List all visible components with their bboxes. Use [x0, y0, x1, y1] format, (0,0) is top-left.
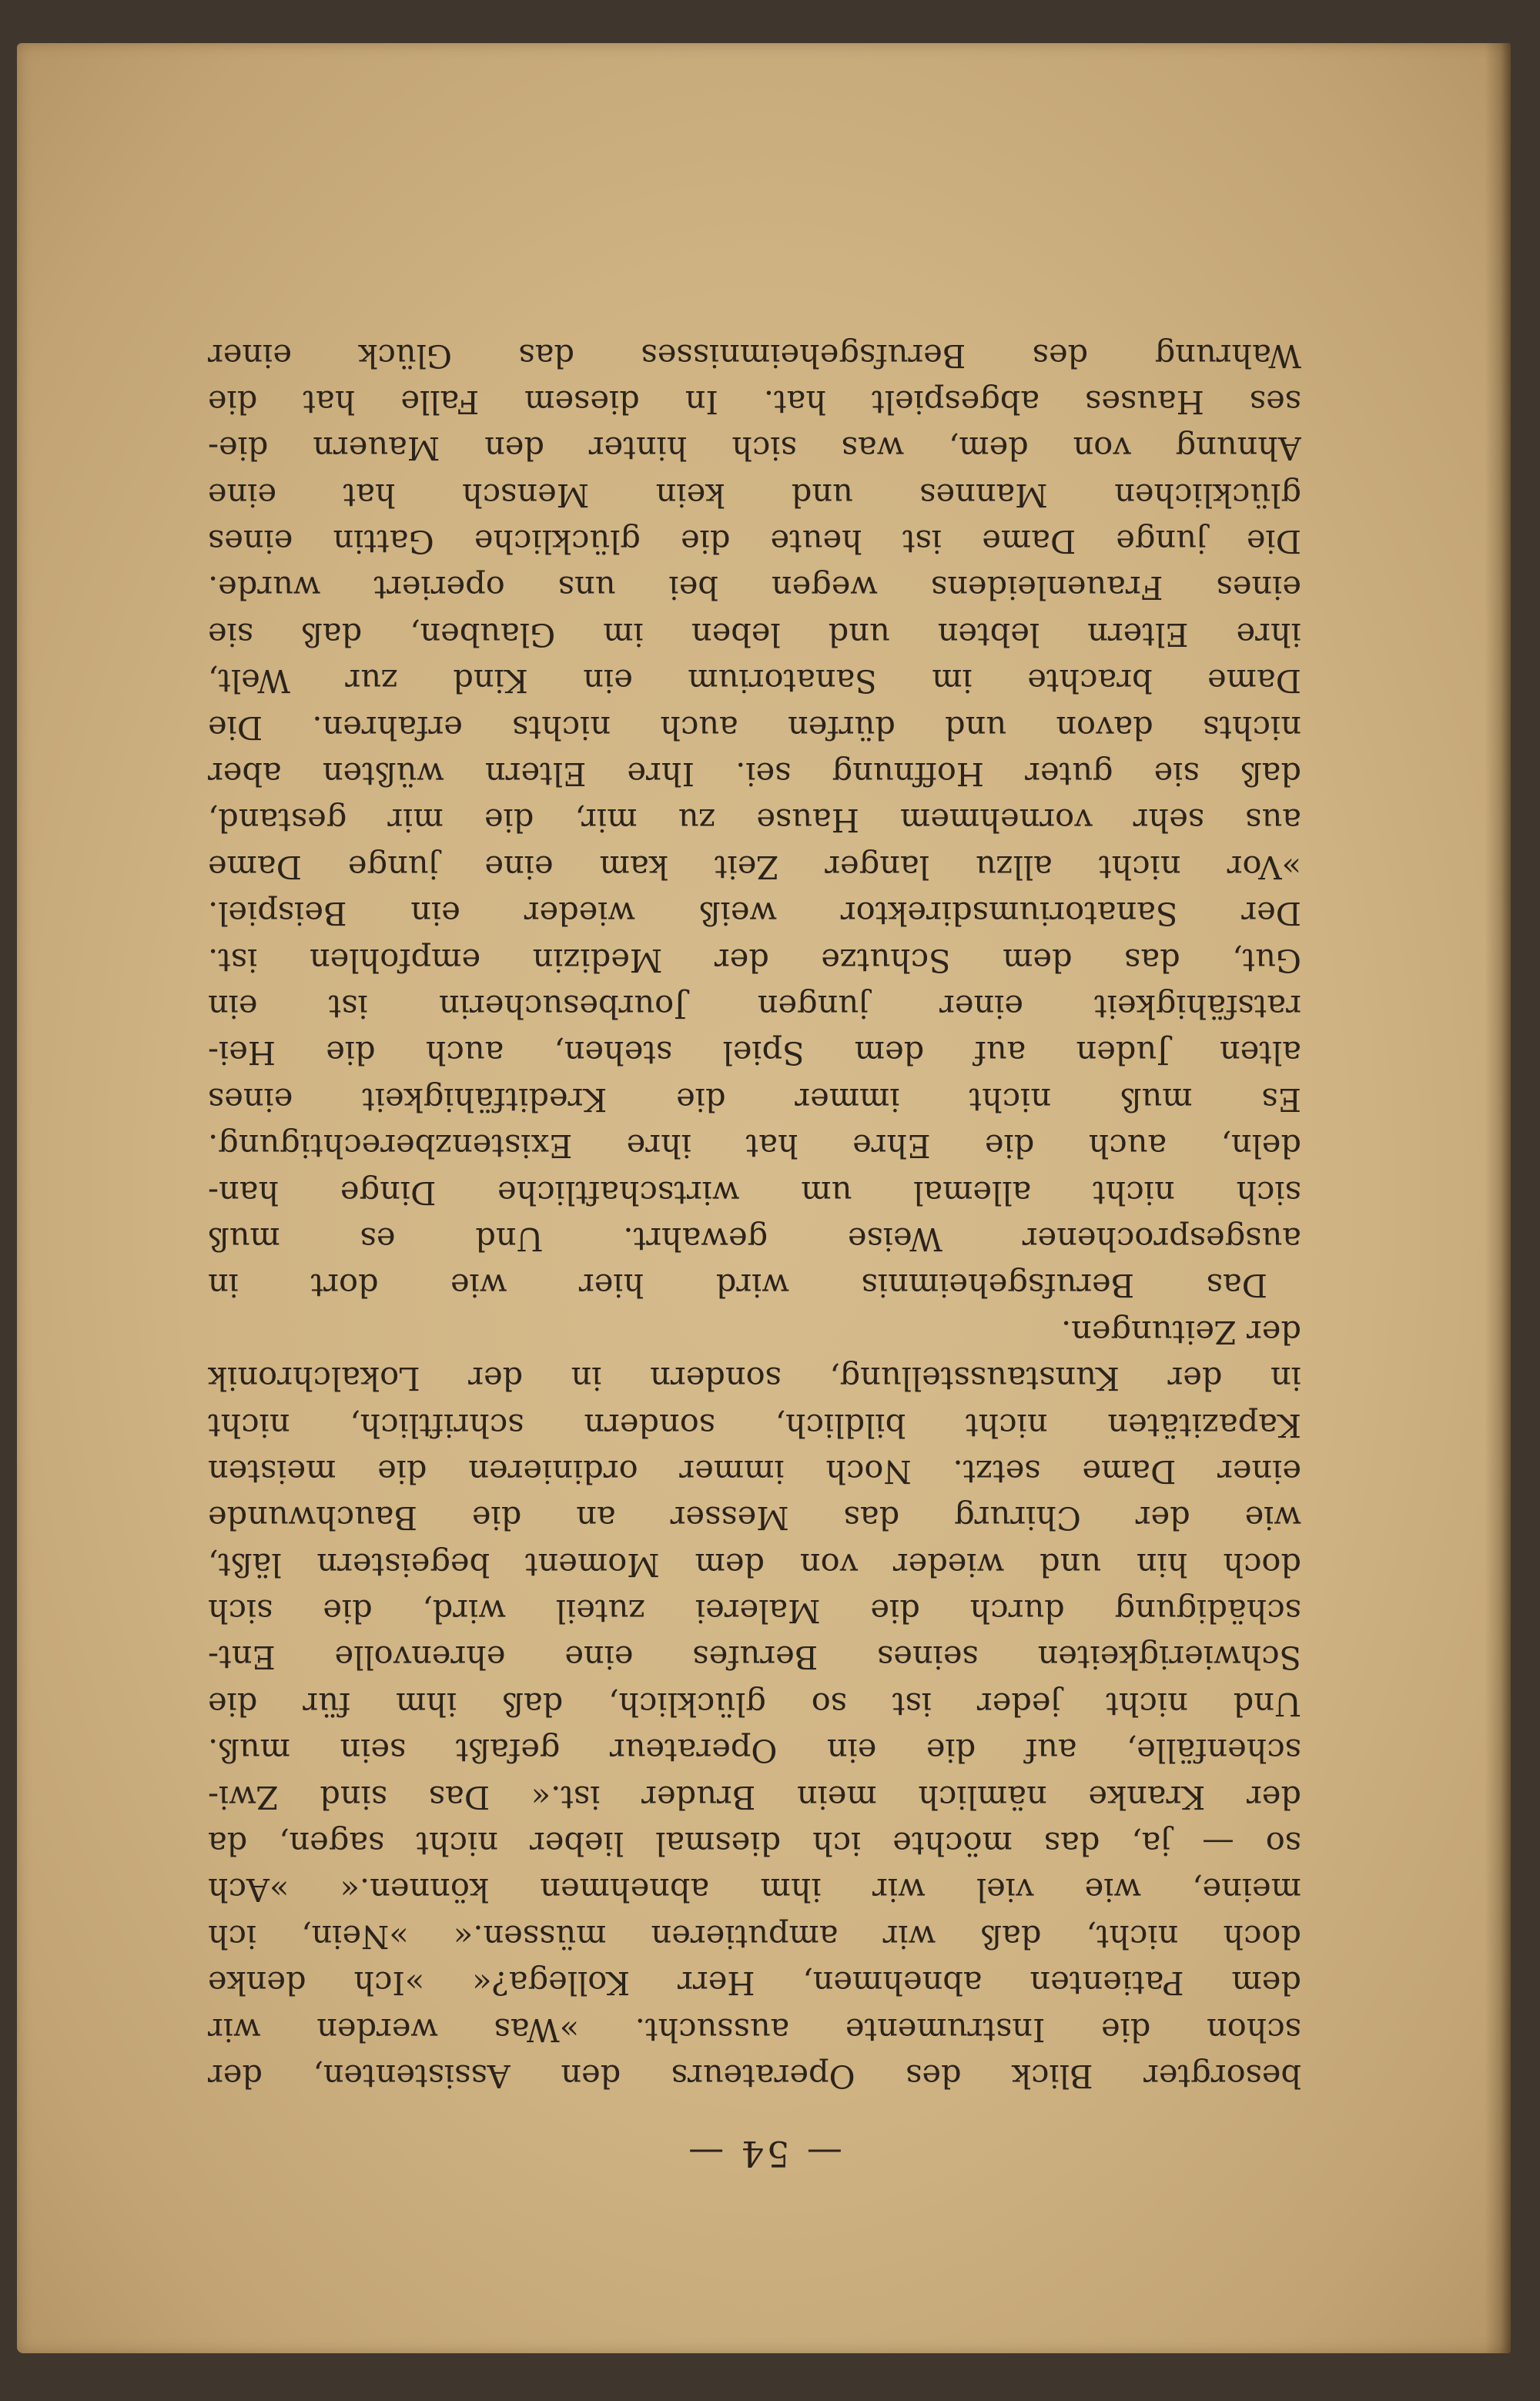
- text-line: der Zeitungen.: [1061, 1313, 1301, 1351]
- page-number: — 54 —: [685, 2133, 842, 2175]
- text-line: meine, wie viel wir ihm abnehmen können.« »Ach: [208, 1871, 1301, 1910]
- upside-down-content: [17, 43, 1511, 2353]
- text-line: »Vor nicht allzu langer Zeit kam eine junge Dame: [208, 848, 1301, 886]
- text-line: eines Frauenleidens wegen bei uns operiert wurde.: [208, 569, 1301, 608]
- text-line: aus sehr vornehmem Hause zu mir, die mir gestand,: [208, 802, 1301, 840]
- text-line: Der Sanatoriumsdirektor weiß wieder ein Beispiel.: [208, 895, 1301, 933]
- text-line: doch hin und wieder von dem Moment begeistern läßt,: [208, 1545, 1301, 1584]
- text-line: Schwierigkeiten seines Berufes eine ehrenvolle Ent-: [208, 1639, 1301, 1677]
- text-line: besorgter Blick des Operateurs den Assistenten, der: [208, 2058, 1301, 2095]
- text-line: Ahnung von dem, was sich hinter den Mauern die-: [208, 430, 1301, 468]
- text-line: Gut, das dem Schutze der Medizin empfohlen ist.: [208, 941, 1301, 979]
- text-line: so — ja, das möchte ich diesmal lieber nicht sagen, da: [208, 1825, 1301, 1864]
- text-line: ausgesprochener Weise gewahrt. Und es muß: [208, 1220, 1301, 1258]
- text-line: in der Kunstausstellung, sondern in der Lokalchronik: [208, 1360, 1301, 1398]
- text-line: ratsfähigkeit einer jungen Jourbesucherin ist ein: [208, 988, 1301, 1026]
- text-line: doch nicht, daß wir amputieren müssen.« »Nein, ich: [208, 1917, 1301, 1956]
- text-line: schon die Instrumente aussucht. »Was werden wir: [208, 2011, 1301, 2049]
- text-line: Die junge Dame ist heute die glückliche Gattin eines: [208, 523, 1301, 561]
- text-line: glücklichen Mannes und kein Mensch hat eine: [208, 476, 1301, 514]
- text-line: ses Hauses abgespielt hat. In diesem Falle hat die: [208, 383, 1301, 421]
- text-line: der Kranke nämlich mein Bruder ist.« Das sind Zwi-: [208, 1778, 1301, 1817]
- text-line: daß sie guter Hoffnung sei. Ihre Eltern wüßten aber: [208, 755, 1301, 794]
- text-line: Kapazitäten nicht bildlich, sondern schriftlich, nicht: [208, 1406, 1301, 1445]
- text-line: schenfälle, auf die ein Operateur gefaßt sein muß.: [208, 1732, 1301, 1770]
- book-page: [17, 43, 1511, 2353]
- text-line: wie der Chirurg das Messer an die Bauchwunde: [208, 1499, 1301, 1538]
- text-line: Das Berufsgeheimnis wird hier wie dort in: [208, 1267, 1267, 1305]
- text-line: alten Juden auf dem Spiel stehen, auch die Hei-: [208, 1034, 1301, 1073]
- text-line: dem Patienten abnehmen, Herr Kollega?« »Ich denke: [208, 1964, 1301, 2003]
- text-line: Und nicht jeder ist so glücklich, daß ihm für die: [208, 1685, 1301, 1723]
- text-line: einer Dame setzt. Noch immer ordinieren die meisten: [208, 1452, 1301, 1491]
- text-line: Es muß nicht immer die Kreditfähigkeit eines: [208, 1080, 1301, 1119]
- body-text: [208, 332, 1301, 2099]
- text-line: ihre Eltern lebten und leben im Glauben, daß sie: [208, 615, 1301, 654]
- text-line: schädigung durch die Malerei zuteil wird, die sich: [208, 1592, 1301, 1631]
- text-line: nichts davon und dürfen auch nichts erfahren. Die: [208, 708, 1301, 747]
- text-line: deln, auch die Ehre hat ihre Existenzberechtigung.: [208, 1127, 1301, 1166]
- text-line: sich nicht allemal um wirtschaftliche Dinge han-: [208, 1174, 1301, 1212]
- text-line: Wahrung des Berufsgeheimnisses das Glück einer: [208, 337, 1301, 375]
- text-line: Dame brachte im Sanatorium ein Kind zur Welt,: [208, 662, 1301, 701]
